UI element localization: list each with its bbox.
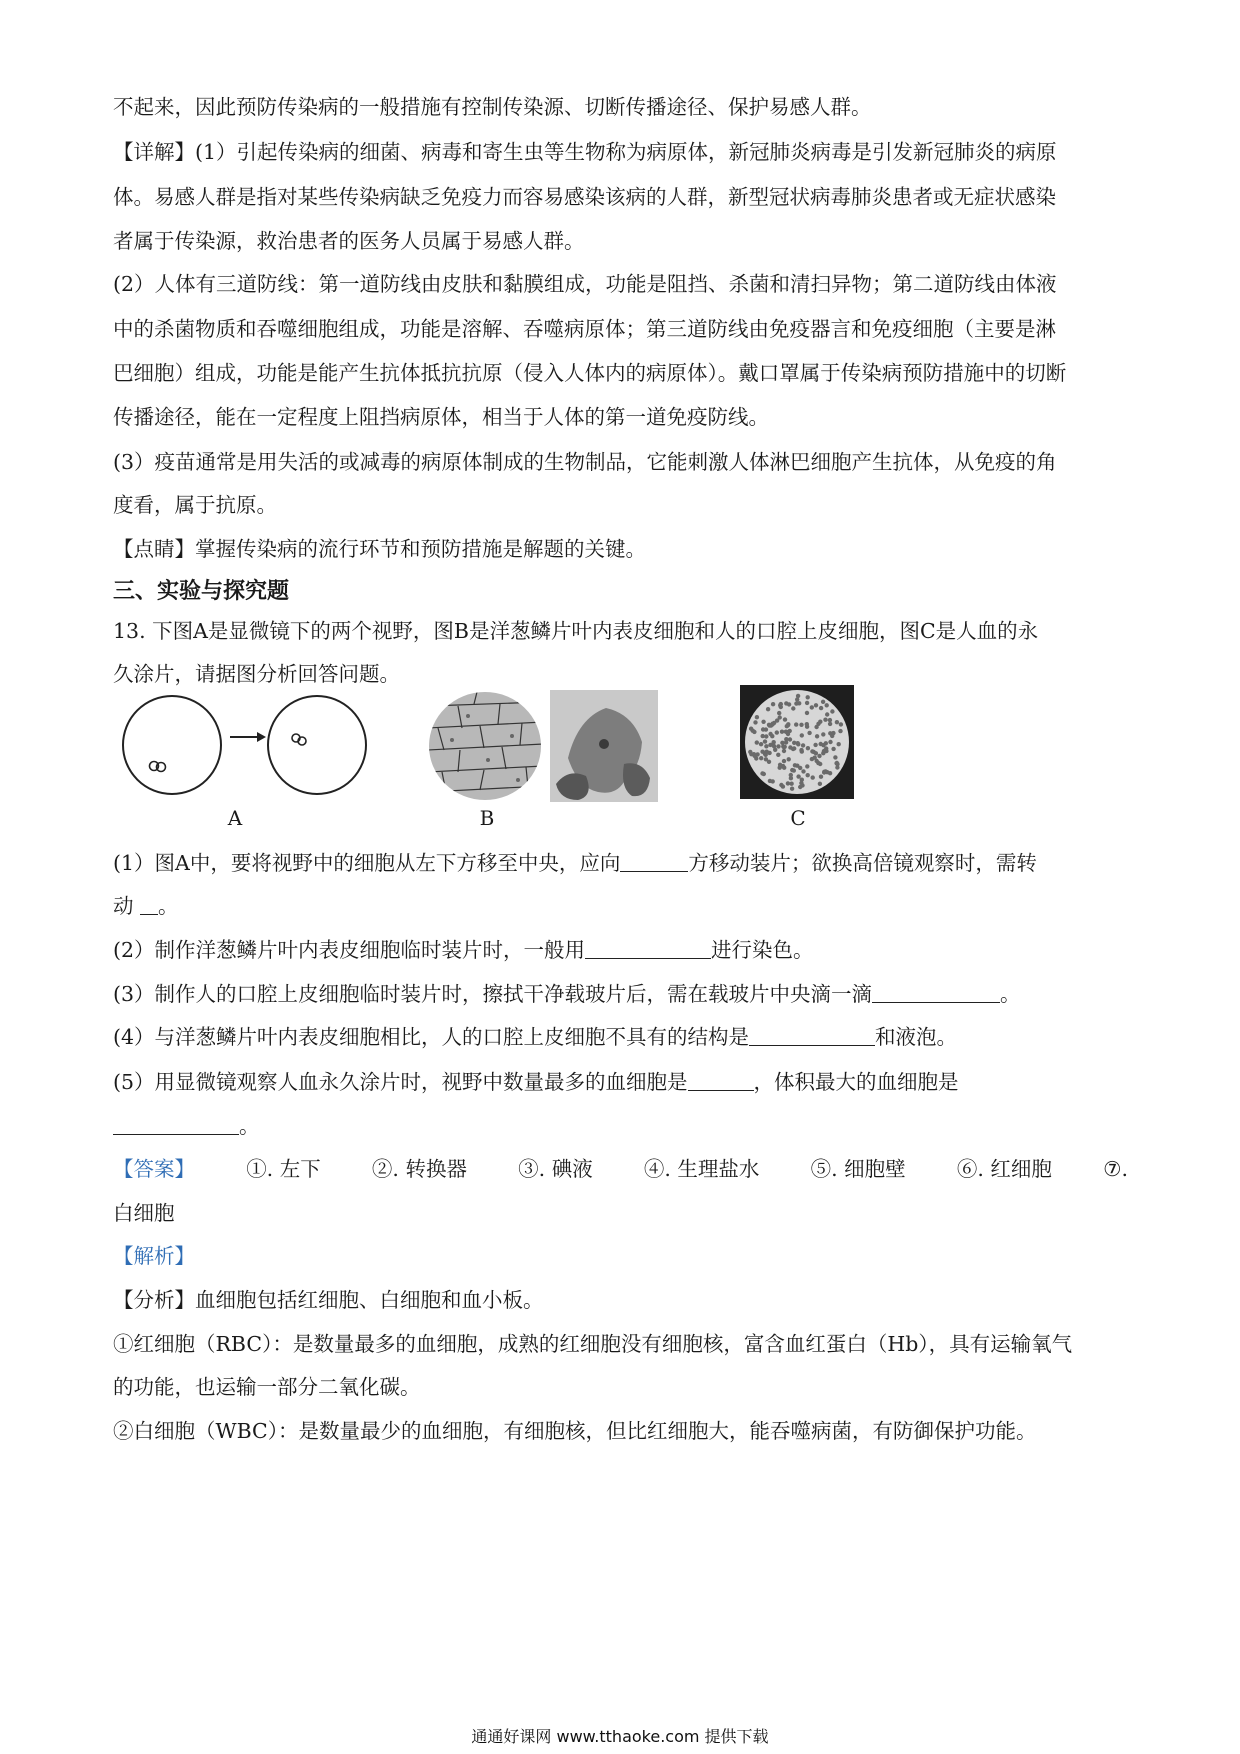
blood-cell [768, 743, 772, 747]
blood-cell [805, 701, 809, 705]
figure-a-microscope-views [120, 693, 370, 797]
blood-cell [831, 747, 835, 751]
blood-cell [795, 764, 799, 768]
blood-cell [816, 722, 820, 726]
blood-cell [794, 722, 798, 726]
blood-cell [830, 709, 834, 713]
figure-a-caption: A [227, 806, 243, 830]
answer-blank [872, 982, 1000, 1003]
answer-blank [620, 851, 688, 872]
blood-cell [822, 770, 826, 774]
sub-question-1-cont: 动 。 [113, 894, 179, 918]
blood-cell [753, 720, 757, 724]
blood-cell [805, 764, 809, 768]
blood-cell [764, 744, 768, 748]
figure-c-blood-smear [740, 685, 854, 799]
blood-cell [780, 741, 784, 745]
sub-question-2: (2）制作洋葱鳞片叶内表皮细胞临时装片时，一般用 进行染色。 [113, 938, 814, 962]
blood-cell [799, 723, 803, 727]
blood-cell [806, 773, 810, 777]
onion-cells-image [428, 688, 543, 804]
blood-cell [766, 707, 770, 711]
blood-cell [755, 740, 759, 744]
blood-cell [782, 749, 786, 753]
blood-cell [778, 703, 782, 707]
blood-cell [782, 759, 786, 763]
blood-cell [768, 779, 772, 783]
answer-item: ⑥. 红细胞 [956, 1157, 1052, 1181]
blood-cell [821, 700, 825, 704]
text-line: 不起来，因此预防传染病的一般措施有控制传染源、切断传播途径、保护易感人群。 [113, 95, 872, 119]
blood-cell [759, 756, 763, 760]
sub-question-1: (1）图A中，要将视野中的细胞从左下方移至中央，应向 方移动装片；欲换高倍镜观察时，需转 [113, 851, 1037, 875]
blood-cell [776, 744, 780, 748]
blood-cell [749, 727, 753, 731]
text-line: 巴细胞）组成，功能是能产生抗体抵抗抗原（侵入人体内的病原体）。戴口罩属于传染病预防措施中的切断 [113, 361, 1067, 385]
figure-b-cells [428, 688, 658, 804]
blood-cell [796, 774, 800, 778]
blood-cell [819, 775, 823, 779]
blood-cell [835, 765, 839, 769]
blood-cell [784, 737, 788, 741]
blood-cell [792, 741, 796, 745]
sub-question-5-cont: 。 [113, 1112, 1133, 1140]
blood-cell [775, 730, 779, 734]
text-line: 者属于传染源，救治患者的医务人员属于易感人群。 [113, 229, 585, 253]
text-line: (2）人体有三道防线：第一道防线由皮肤和黏膜组成，功能是阻挡、杀菌和清扫异物；第二道防线由体液 [113, 272, 1057, 296]
blood-cell [831, 731, 835, 735]
blood-cell [805, 711, 809, 715]
blood-cell [790, 787, 794, 791]
blood-cell [823, 718, 827, 722]
analysis-line: 的功能，也运输一部分二氧化碳。 [113, 1375, 421, 1399]
blood-cell [815, 759, 819, 763]
text-line: 中的杀菌物质和吞噬细胞组成，功能是溶解、吞噬病原体；第三道防线由免疫器言和免疫细胞（主要是淋 [113, 317, 1056, 341]
blood-cell [806, 746, 810, 750]
question-text: 久涂片，请据图分析回答问题。 [113, 662, 400, 686]
blood-cell [811, 775, 815, 779]
blood-cell [755, 715, 759, 719]
blood-cell [814, 703, 818, 707]
text-line: 体。易感人群是指对某些传染病缺乏免疫力而容易感染该病的人群，新型冠状病毒肺炎患者或无症状感染 [113, 185, 1056, 209]
blood-cell [828, 771, 832, 775]
blood-cell [791, 706, 795, 710]
blood-cell [818, 782, 822, 786]
section-heading: 三、实验与探究题 [113, 579, 290, 604]
blood-cell [837, 742, 841, 746]
blood-cell [775, 718, 779, 722]
blood-cell [828, 740, 832, 744]
answer-blank [140, 894, 158, 915]
sub-question-3: (3）制作人的口腔上皮细胞临时装片时，擦拭干净载玻片后，需在载玻片中央滴一滴 。 [113, 982, 1021, 1006]
blood-cell [815, 734, 819, 738]
blood-cell [780, 730, 784, 734]
blood-cell [763, 739, 767, 743]
blood-cell [838, 729, 842, 733]
blood-cell [788, 745, 792, 749]
blood-cell [761, 734, 765, 738]
blood-cell [819, 742, 823, 746]
blood-cell [806, 695, 810, 699]
answer-item: ①. 左下 [246, 1157, 321, 1181]
answer-item: ⑦. [1103, 1157, 1128, 1181]
blood-cell [787, 757, 791, 761]
answer-item: ④. 生理盐水 [643, 1157, 760, 1181]
blood-cell [787, 702, 791, 706]
answer-item: ⑤. 细胞壁 [810, 1157, 906, 1181]
blood-cell [796, 694, 800, 698]
blood-cell [821, 732, 825, 736]
blood-cell [801, 769, 805, 773]
blood-cell [770, 734, 774, 738]
blood-cell [786, 732, 790, 736]
blood-cell [762, 772, 766, 776]
blood-cell [835, 761, 839, 765]
blood-cell [776, 753, 780, 757]
blood-cell [819, 706, 823, 710]
blood-cell [825, 703, 829, 707]
text-line: 【详解】(1）引起传染病的细菌、病毒和寄生虫等生物称为病原体，新冠肺炎病毒是引发新冠肺炎的病原 [113, 140, 1057, 164]
blood-cell [777, 711, 781, 715]
blood-cell [794, 701, 798, 705]
sub-question-5: (5）用显微镜观察人血永久涂片时，视野中数量最多的血细胞是 ，体积最大的血细胞是 [113, 1070, 959, 1094]
blood-cell [760, 750, 764, 754]
blood-cell [813, 743, 817, 747]
blood-cell [822, 749, 826, 753]
answer-blank [749, 1025, 875, 1046]
blood-cell [833, 755, 837, 759]
blood-cell [767, 751, 771, 755]
blood-cell [783, 717, 787, 721]
answer-blank [585, 938, 711, 959]
analysis-line: ②白细胞（WBC）：是数量最少的血细胞，有细胞核，但比红细胞大，能吞噬病菌，有防御保护功能。 [113, 1419, 1037, 1443]
answer-label: 【答案】 [113, 1157, 195, 1181]
blood-cell [817, 754, 821, 758]
analysis-line: ①红细胞（RBC）：是数量最多的血细胞，成熟的红细胞没有细胞核，富含血红蛋白（Hb），具有运输氧气 [113, 1332, 1073, 1356]
figure-c-caption: C [790, 806, 806, 830]
blood-cell [825, 712, 829, 716]
blood-cell [800, 778, 804, 782]
sub-question-4: (4）与洋葱鳞片叶内表皮细胞相比，人的口腔上皮细胞不具有的结构是 和液泡。 [113, 1025, 958, 1049]
blood-cell [790, 768, 794, 772]
blood-cell [786, 722, 790, 726]
blood-cell [796, 742, 800, 746]
analysis-label: 【解析】 [113, 1244, 195, 1268]
blood-cell [835, 720, 839, 724]
text-line: 度看，属于抗原。 [113, 493, 277, 517]
blood-cell [781, 784, 785, 788]
blood-cell [828, 722, 832, 726]
answer-blank [688, 1070, 754, 1091]
answer-item: ②. 转换器 [371, 1157, 467, 1181]
blood-cell [810, 749, 814, 753]
text-line: 【点睛】掌握传染病的流行环节和预防措施是解题的关键。 [113, 537, 646, 561]
blood-cell [800, 733, 804, 737]
blood-cell [759, 742, 763, 746]
text-line: 传播途径，能在一定程度上阻挡病原体，相当于人体的第一道免疫防线。 [113, 405, 769, 429]
blood-cell [789, 776, 793, 780]
blood-cell [782, 745, 786, 749]
blood-cell [748, 750, 752, 754]
blood-cell [752, 754, 756, 758]
blood-cell [789, 782, 793, 786]
text-line: (3）疫苗通常是用失活的或减毒的病原体制成的生物制品，它能刺激人体淋巴细胞产生抗体，从免疫的角 [113, 450, 1057, 474]
analysis-line: 【分析】血细胞包括红细胞、白细胞和血小板。 [113, 1288, 544, 1312]
cheek-cells-image [550, 690, 658, 802]
blood-cell [761, 727, 765, 731]
blood-cell [771, 702, 775, 706]
blood-cell [807, 731, 811, 735]
blood-cell [761, 720, 765, 724]
blood-cell [781, 764, 785, 768]
blood-cell [828, 718, 832, 722]
blood-cell [799, 748, 803, 752]
answer-blank [113, 1114, 239, 1135]
question-text: 13. 下图A是显微镜下的两个视野，图B是洋葱鳞片叶内表皮细胞和人的口腔上皮细胞，图C是人血的永 [113, 619, 1039, 643]
blood-cell [801, 743, 805, 747]
blood-cell [767, 760, 771, 764]
blood-cell [810, 705, 814, 709]
footer-watermark: 通通好课网 www.tthaoke.com 提供下载 [471, 1727, 769, 1746]
blood-cell [810, 757, 814, 761]
answer-tail: 白细胞 [113, 1201, 175, 1225]
answer-row [113, 1155, 1133, 1183]
blood-cell [839, 722, 843, 726]
blood-cell [805, 722, 809, 726]
answer-item: ③. 碘液 [518, 1157, 593, 1181]
figure-b-caption: B [479, 806, 495, 830]
